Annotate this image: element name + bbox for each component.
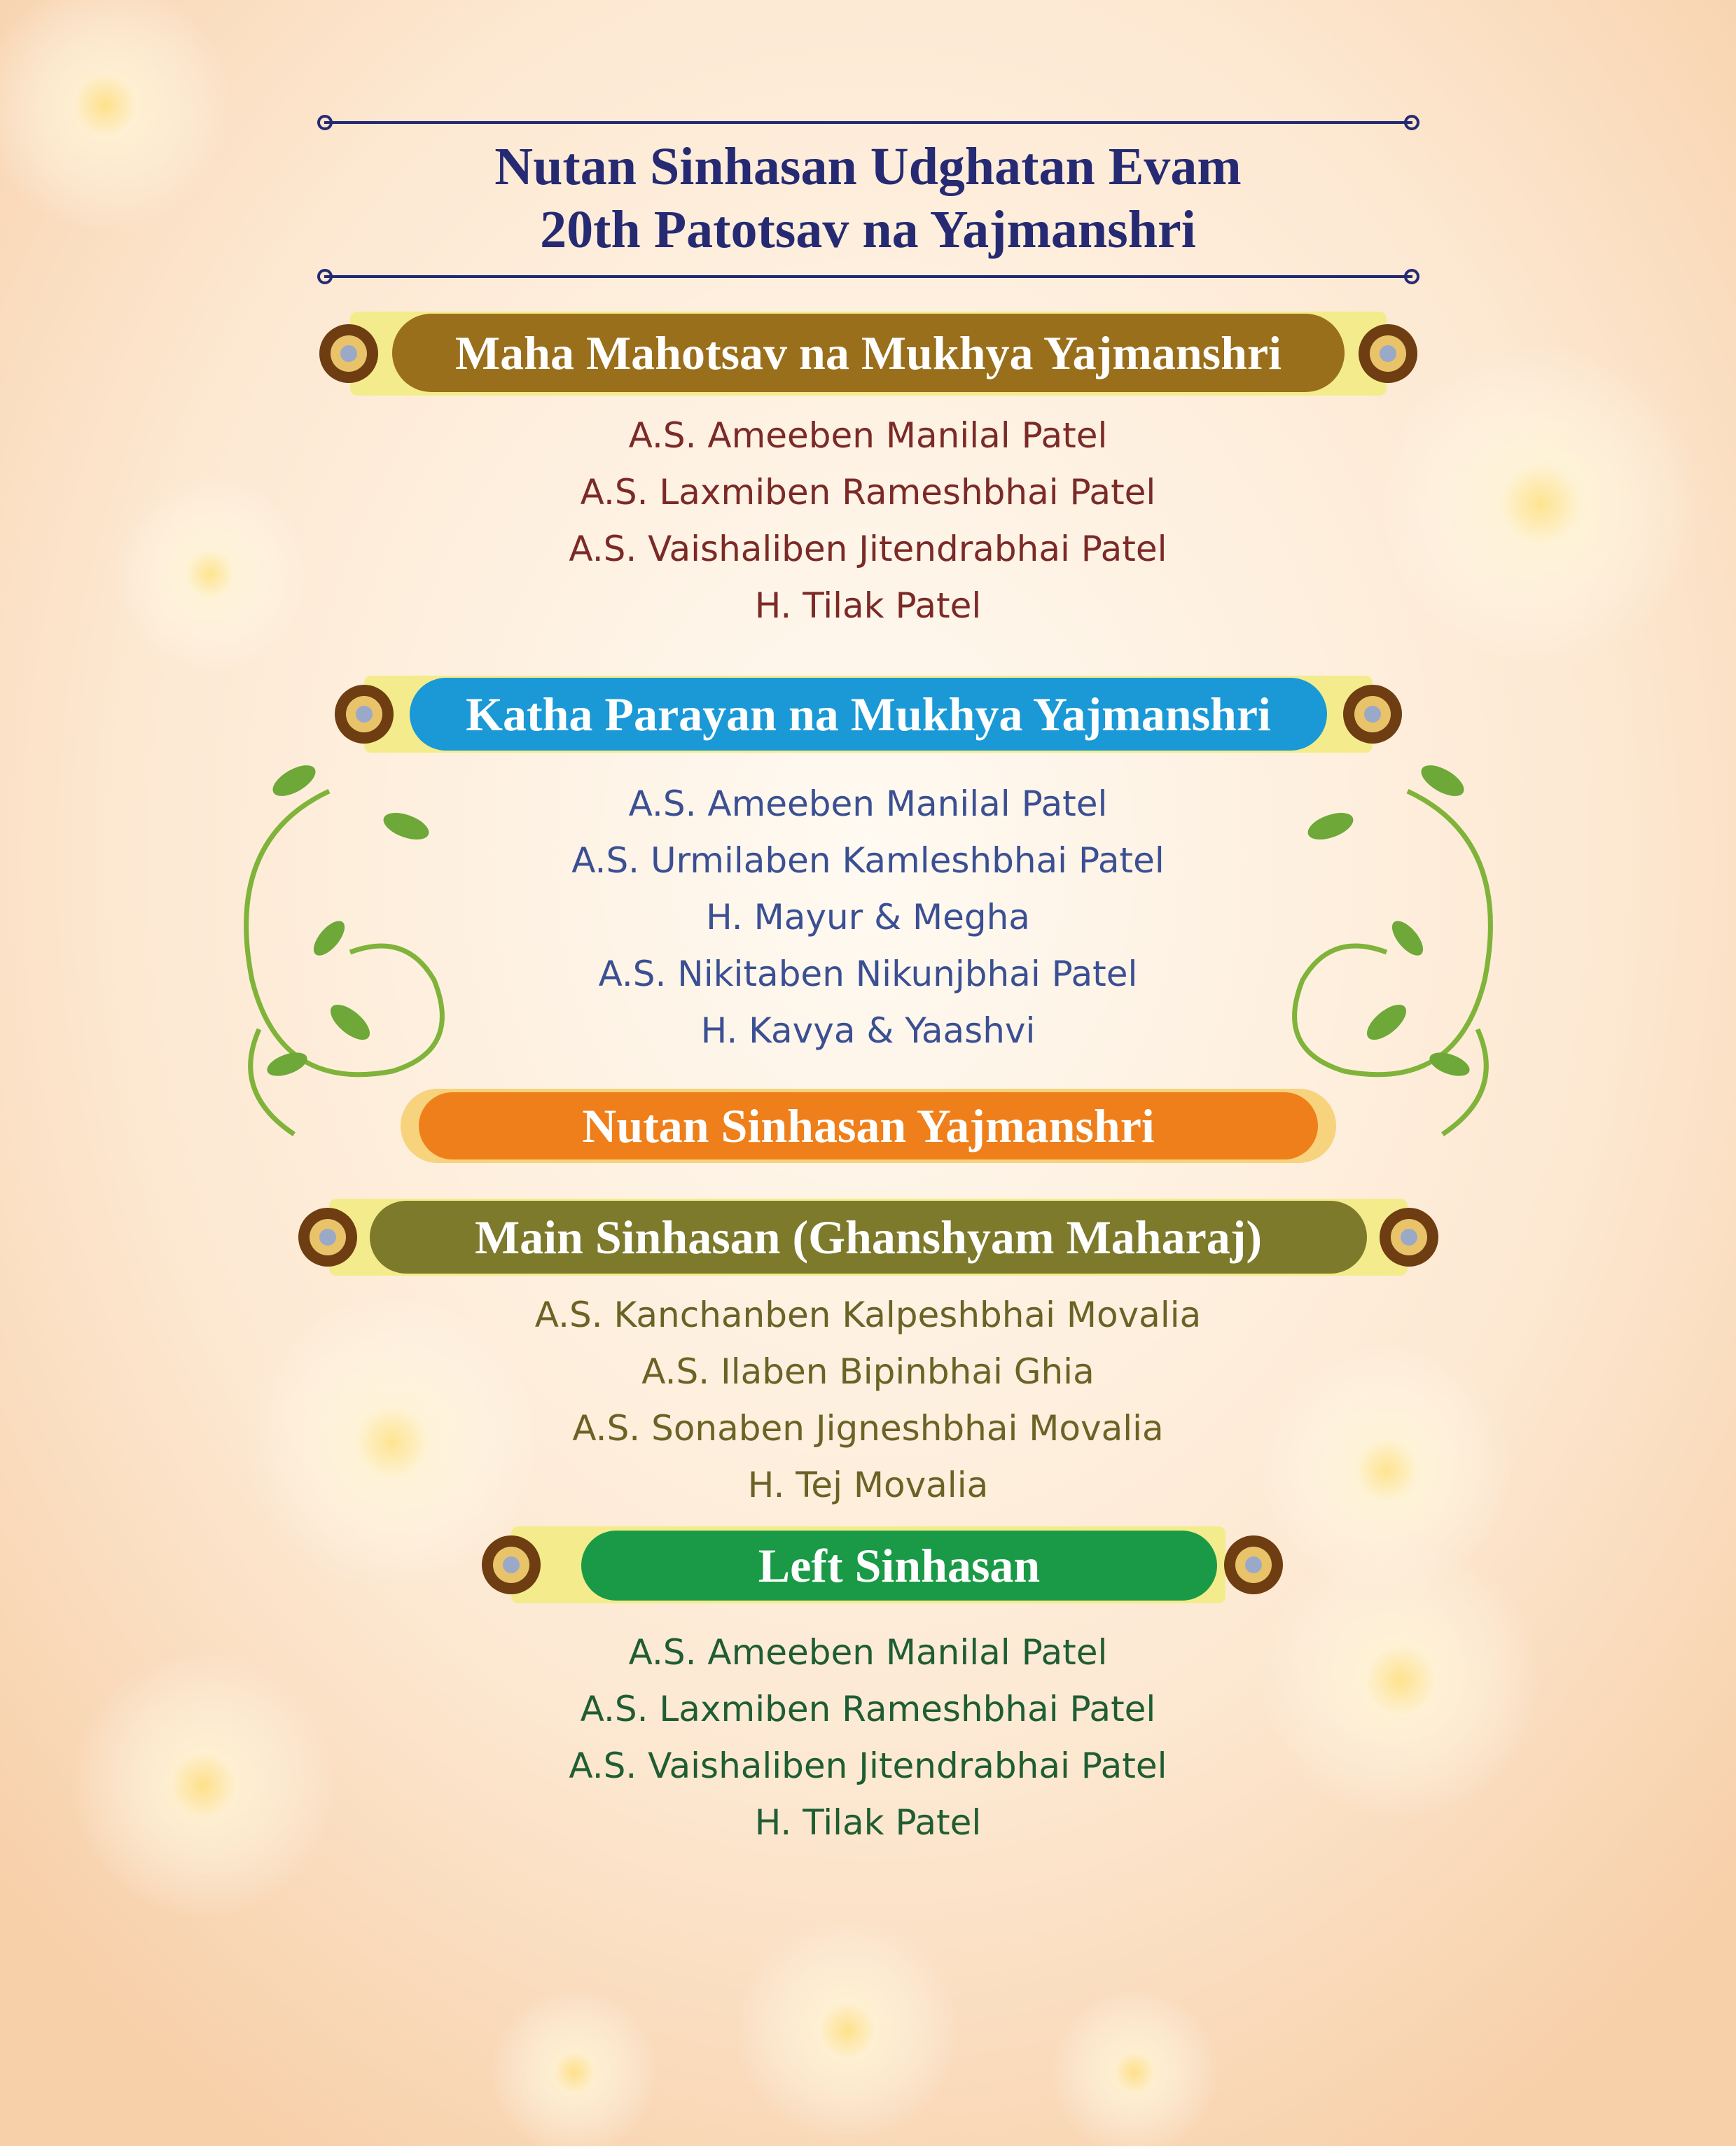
section-1-heading: Maha Mahotsav na Mukhya Yajmanshri xyxy=(392,314,1345,392)
list-item: A.S. Vaishaliben Jitendrabhai Patel xyxy=(569,1746,1167,1786)
list-item: H. Tilak Patel xyxy=(754,1802,982,1843)
section-3-heading: Nutan Sinhasan Yajmanshri xyxy=(419,1092,1318,1159)
list-item: H. Kavya & Yaashvi xyxy=(700,1010,1036,1051)
section-2-names xyxy=(0,776,1736,1059)
list-item: A.S. Ameeben Manilal Patel xyxy=(628,783,1108,824)
title-bottom-rule xyxy=(324,275,1412,278)
list-item: H. Mayur & Megha xyxy=(706,897,1030,938)
list-item: A.S. Vaishaliben Jitendrabhai Patel xyxy=(569,529,1167,569)
list-item: A.S. Ameeben Manilal Patel xyxy=(628,1632,1108,1673)
list-item: A.S. Sonaben Jigneshbhai Movalia xyxy=(572,1408,1164,1449)
section-5-heading: Left Sinhasan xyxy=(581,1531,1217,1601)
list-item: A.S. Urmilaben Kamleshbhai Patel xyxy=(571,840,1165,881)
page-title-line-2: 20th Patotsav na Yajmanshri xyxy=(540,200,1196,259)
title-top-rule xyxy=(324,121,1412,124)
page-title-line-1: Nutan Sinhasan Udghatan Evam xyxy=(494,137,1242,196)
ornament-right-icon xyxy=(1353,319,1423,389)
ornament-left-icon xyxy=(329,679,399,749)
list-item: A.S. Laxmiben Rameshbhai Patel xyxy=(580,1689,1156,1729)
section-4-heading: Main Sinhasan (Ghanshyam Maharaj) xyxy=(370,1201,1367,1274)
list-item: A.S. Kanchanben Kalpeshbhai Movalia xyxy=(534,1295,1202,1335)
list-item: A.S. Laxmiben Rameshbhai Patel xyxy=(580,472,1156,513)
list-item: A.S. Ameeben Manilal Patel xyxy=(628,415,1108,456)
ornament-right-icon xyxy=(1338,679,1408,749)
list-item: A.S. Ilaben Bipinbhai Ghia xyxy=(641,1351,1095,1392)
section-4-names xyxy=(0,1287,1736,1514)
section-5-names xyxy=(0,1624,1736,1851)
section-1-names xyxy=(0,407,1736,634)
list-item: H. Tej Movalia xyxy=(747,1465,989,1505)
section-2-heading: Katha Parayan na Mukhya Yajmanshri xyxy=(410,678,1327,751)
ornament-left-icon xyxy=(314,319,384,389)
ornament-left-icon xyxy=(476,1530,546,1600)
ornament-left-icon xyxy=(293,1202,363,1272)
ornament-right-icon xyxy=(1374,1202,1444,1272)
list-item: A.S. Nikitaben Nikunjbhai Patel xyxy=(598,954,1138,994)
list-item: H. Tilak Patel xyxy=(754,585,982,626)
ornament-right-icon xyxy=(1218,1530,1289,1600)
